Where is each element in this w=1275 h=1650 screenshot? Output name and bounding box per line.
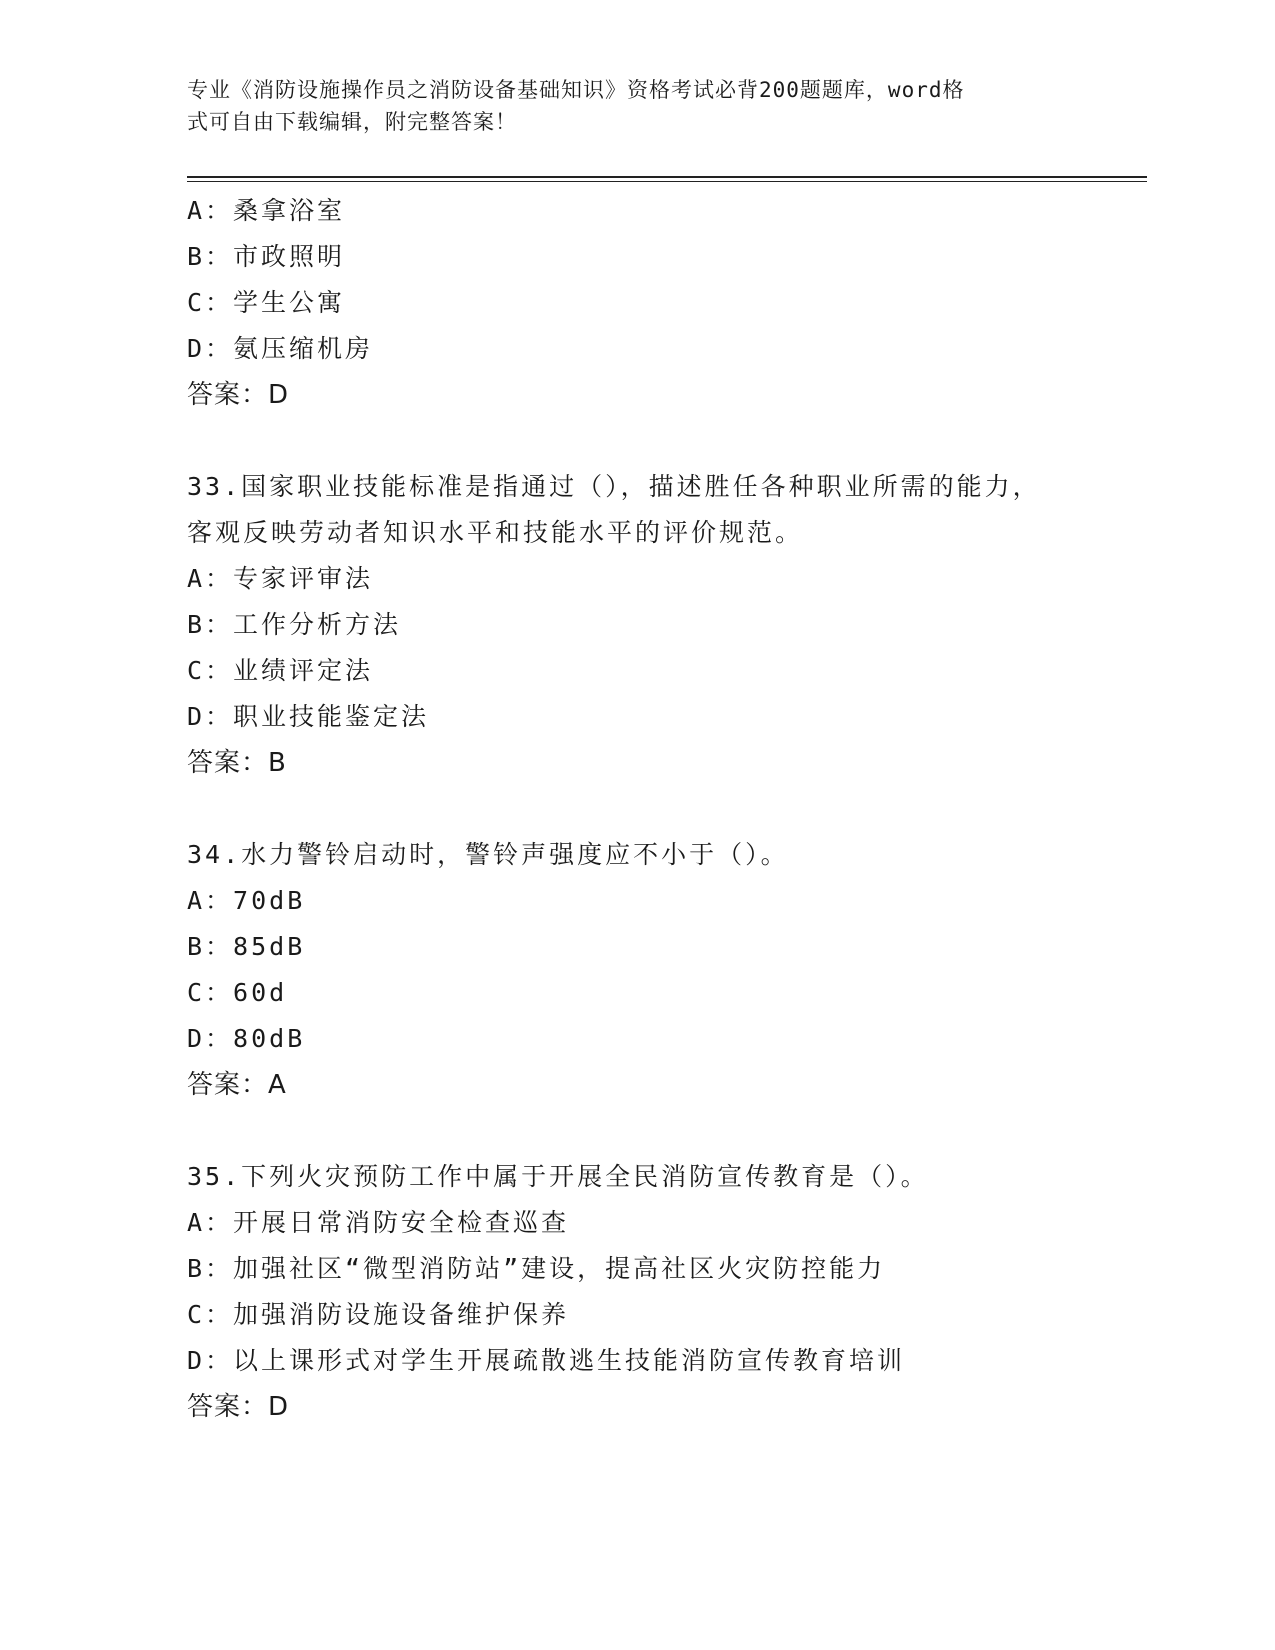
question-32-continued	[187, 188, 1147, 418]
option-b: B：加强社区“微型消防站”建设，提高社区火灾防控能力	[187, 1254, 886, 1283]
option-a: A：桑拿浴室	[187, 196, 346, 225]
option-a: A：70dB	[187, 886, 306, 915]
option-b: B：工作分析方法	[187, 610, 402, 639]
question-stem: 35.下列火灾预防工作中属于开展全民消防宣传教育是（）。	[187, 1162, 929, 1191]
option-a: A：专家评审法	[187, 564, 374, 593]
answer: 答案：D	[187, 1392, 290, 1422]
question-stem-continued: 客观反映劳动者知识水平和技能水平的评价规范。	[187, 518, 804, 547]
option-c: C：加强消防设施设备维护保养	[187, 1300, 570, 1329]
option-d: D：80dB	[187, 1024, 306, 1053]
option-a: A：开展日常消防安全检查巡查	[187, 1208, 570, 1237]
header-rule-thin	[187, 181, 1147, 182]
option-d: D：氨压缩机房	[187, 334, 374, 363]
question-33	[187, 464, 1147, 786]
option-c: C：60d	[187, 978, 288, 1007]
question-list	[187, 188, 1147, 1430]
header-line-1: 专业《消防设施操作员之消防设备基础知识》资格考试必背200题题库，word格	[187, 78, 965, 102]
question-35	[187, 1154, 1147, 1430]
header-line-2: 式可自由下载编辑，附完整答案！	[187, 110, 517, 134]
document-header	[187, 74, 1067, 138]
header-rule-thick	[187, 176, 1147, 178]
option-d: D：职业技能鉴定法	[187, 702, 430, 731]
option-d: D：以上课形式对学生开展疏散逃生技能消防宣传教育培训	[187, 1346, 906, 1375]
answer: 答案：D	[187, 380, 290, 410]
question-stem: 34.水力警铃启动时，警铃声强度应不小于（）。	[187, 840, 789, 869]
question-stem: 33.国家职业技能标准是指通过（），描述胜任各种职业所需的能力，	[187, 472, 1041, 501]
question-34	[187, 832, 1147, 1108]
option-b: B：市政照明	[187, 242, 346, 271]
answer: 答案：B	[187, 748, 287, 778]
option-c: C：业绩评定法	[187, 656, 374, 685]
option-c: C：学生公寓	[187, 288, 346, 317]
option-b: B：85dB	[187, 932, 306, 961]
answer: 答案：A	[187, 1070, 287, 1100]
